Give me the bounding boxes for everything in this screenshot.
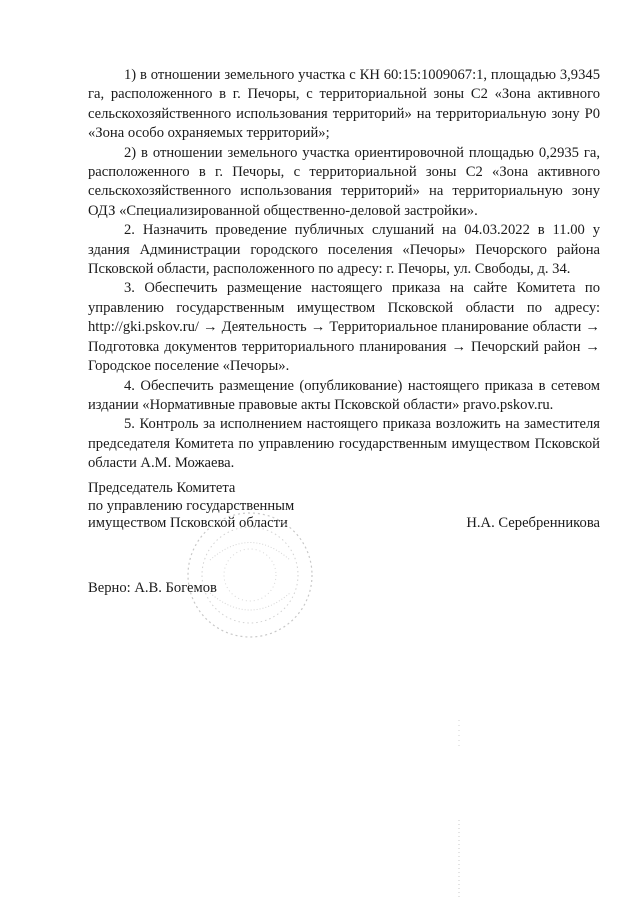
paragraph-item-2: 2) в отношении земельного участка ориентировочной площадью 0,2935 га, расположенного в г. Печоры, с территориальной зоны С2 «Зона активного сельскохозяйственного использования территорий» на территориальную зону ОДЗ «Специализированной общественно-деловой застройки». (88, 144, 600, 219)
paragraph-point-5: 5. Контроль за исполнением настоящего приказа возложить на заместителя председателя Комитета по управлению государственным имуществом Псковской области А.М. Можаева. (88, 416, 600, 472)
signatory-position-line: имуществом Псковской области (88, 515, 288, 531)
paragraph-point-3: 3. Обеспечить размещение настоящего приказа на сайте Комитета по управлению государственным имуществом Псковской области по адресу: http://gki.pskov.ru/ → Деятельность → Территориальное планирование области → Подготовка документов территориального планирования → Печорский район → Городское поселение «Печоры». (88, 280, 600, 375)
document-body (88, 66, 600, 474)
signatory-name: Н.А. Серебренникова (466, 515, 600, 531)
paragraph-item-1: 1) в отношении земельного участка с КН 60:15:1009067:1, площадью 3,9345 га, расположенного в г. Печоры, с территориальной зоны С2 «Зона активного сельскохозяйственного использования территорий» на территориальную зону Р0 «Зона особо охраняемых территорий»; (88, 67, 600, 142)
margin-scan-marks (456, 720, 462, 900)
signatory-position-line: Председатель Комитета (88, 480, 236, 496)
signatory-position-line: по управлению государственным (88, 497, 295, 514)
faded-seal-stamp (180, 505, 320, 645)
verification-line: Верно: А.В. Богемов (88, 580, 217, 596)
signature-block (88, 480, 600, 533)
paragraph-point-4: 4. Обеспечить размещение (опубликование) настоящего приказа в сетевом издании «Нормативные правовые акты Псковской области» pravo.pskov.ru. (88, 377, 600, 413)
paragraph-point-2: 2. Назначить проведение публичных слушаний на 04.03.2022 в 11.00 у здания Администрации городского поселения «Печоры» Печорского района Псковской области, расположенного по адресу: г. Печоры, ул. Свободы, д. 34. (88, 222, 600, 278)
